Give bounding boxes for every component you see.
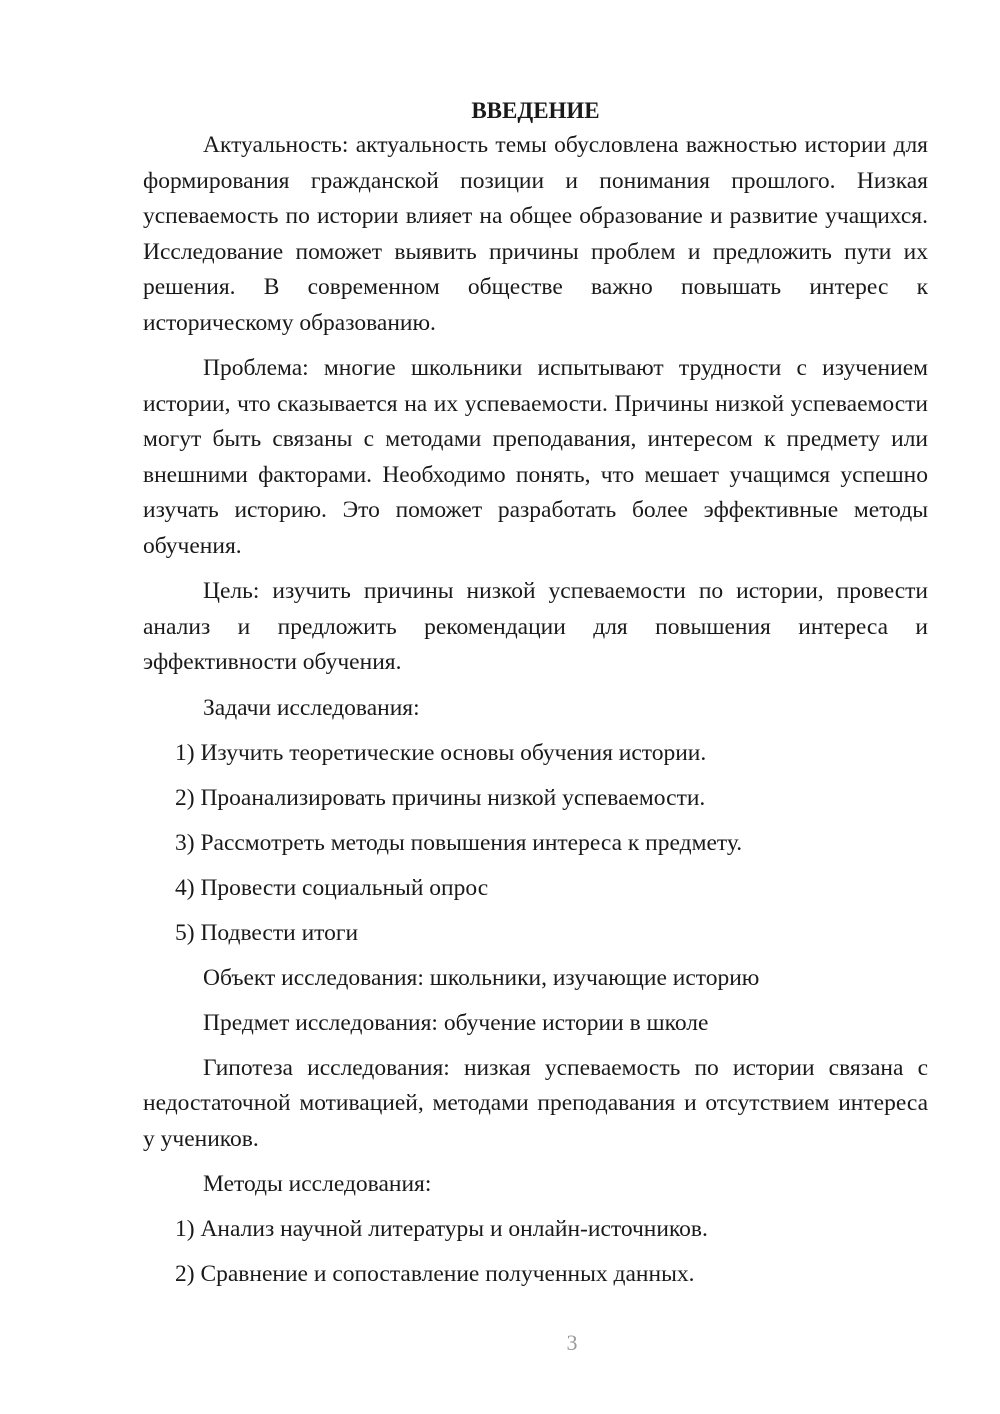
methods-list xyxy=(143,1212,928,1293)
list-item: 2) Сравнение и сопоставление полученных данных. xyxy=(175,1261,695,1287)
page-title: ВВЕДЕНИЕ xyxy=(471,98,600,123)
list-item: 2) Проанализировать причины низкой успеваемости. xyxy=(175,784,706,811)
list-item: 1) Анализ научной литературы и онлайн-источников. xyxy=(175,1216,708,1242)
list-item: 5) Подвести итоги xyxy=(175,919,359,946)
tasks-list xyxy=(143,736,928,952)
goal-paragraph: Цель: изучить причины низкой успеваемости по истории, провести анализ и предложить рекомендации для повышения интереса и эффективности обучения. xyxy=(143,578,928,675)
list-item: 4) Провести социальный опрос xyxy=(175,874,489,901)
problem-paragraph: Проблема: многие школьники испытывают трудности с изучением истории, что сказывается на их успеваемости. Причины низкой успеваемости могут быть связаны с методами преподавания, интересом к предмету или внешними факторами. Необходимо понять, что мешает учащимся успешно изучать историю. Это поможет разработать более эффективные методы обучения. xyxy=(143,355,928,559)
list-item: 3) Рассмотреть методы повышения интереса к предмету. xyxy=(175,829,743,856)
hypothesis-paragraph: Гипотеза исследования: низкая успеваемость по истории связана с недостаточной мотивацией, методами преподавания и отсутствием интереса у учеников. xyxy=(143,1054,928,1152)
list-item: 1) Изучить теоретические основы обучения истории. xyxy=(175,739,707,766)
relevance-paragraph: Актуальность: актуальность темы обусловлена важностью истории для формирования гражданской позиции и понимания прошлого. Низкая успеваемость по истории влияет на общее образование и развитие учащихся. Исследование поможет выявить причины проблем и предложить пути их решения. В современном обществе важно повышать интерес к историческому образованию. xyxy=(143,132,928,336)
page-number: 3 xyxy=(566,1330,578,1355)
methods-heading: Методы исследования: xyxy=(203,1171,432,1197)
page-content xyxy=(143,93,928,1302)
object-line: Объект исследования: школьники, изучающие историю xyxy=(203,964,760,991)
tasks-heading: Задачи исследования: xyxy=(203,694,420,721)
subject-line: Предмет исследования: обучение истории в школе xyxy=(203,1009,709,1036)
